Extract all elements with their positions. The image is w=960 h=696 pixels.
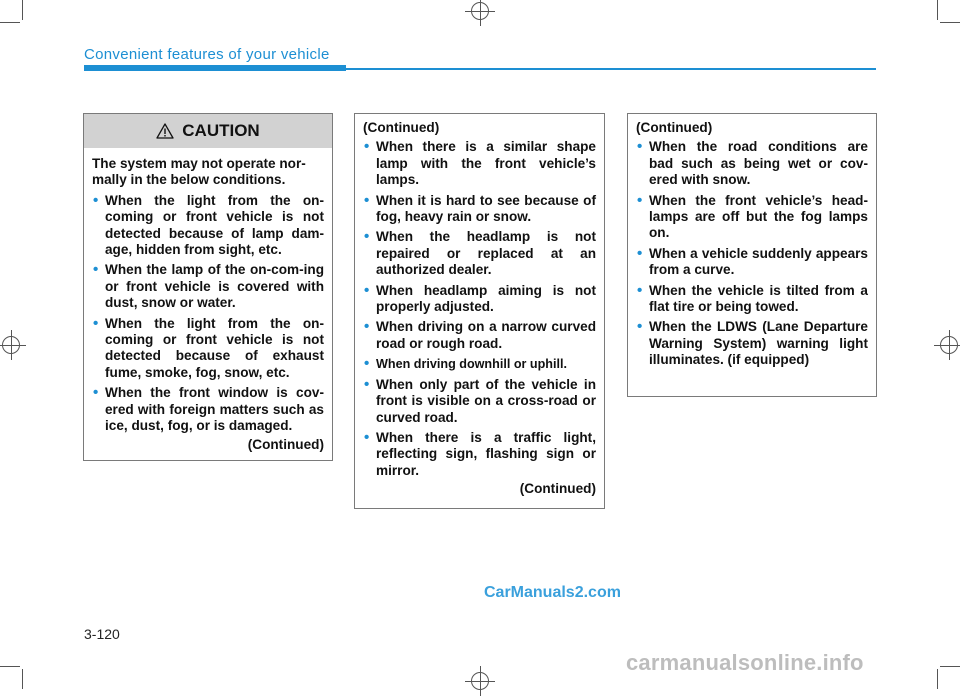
registration-mark-icon bbox=[2, 336, 20, 354]
caution-intro: The system may not operate nor-mally in the below conditions. bbox=[92, 156, 306, 188]
bullet-dot-icon: • bbox=[637, 281, 643, 299]
header-rule-thick bbox=[84, 65, 346, 71]
middle-content bbox=[355, 114, 604, 498]
bullet-dot-icon: • bbox=[637, 138, 643, 156]
header-rule-thin bbox=[346, 68, 876, 70]
bullet-dot-icon: • bbox=[364, 355, 370, 373]
crop-mark bbox=[22, 0, 23, 20]
right-list bbox=[636, 139, 868, 368]
page-number: 3-120 bbox=[84, 626, 120, 642]
list-item: • When the headlamp is not repaired or replaced at an authorized dealer. bbox=[364, 228, 596, 278]
crop-mark bbox=[0, 22, 20, 23]
bullet-dot-icon: • bbox=[364, 428, 370, 446]
right-content bbox=[628, 114, 876, 369]
crop-mark bbox=[940, 666, 960, 667]
bullet-dot-icon: • bbox=[637, 244, 643, 262]
warning-triangle-icon bbox=[156, 123, 174, 139]
list-item: • When driving on a narrow curved road or rough road. bbox=[364, 318, 596, 351]
continued-label: (Continued) bbox=[636, 120, 713, 135]
section-title: Convenient features of your vehicle bbox=[84, 46, 330, 63]
continued-label: (Continued) bbox=[519, 481, 596, 497]
list-item: • When driving downhill or uphill. bbox=[364, 355, 567, 373]
bullet-dot-icon: • bbox=[364, 191, 370, 209]
list-item: • When the light from the on-coming or front vehicle is not detected because of lamp dam-age, hidden from sight, etc. bbox=[93, 191, 324, 258]
registration-mark-icon bbox=[940, 336, 958, 354]
caution-box bbox=[83, 113, 333, 461]
caution-list bbox=[92, 193, 324, 435]
registration-mark-icon bbox=[471, 672, 489, 690]
crop-mark bbox=[937, 669, 938, 689]
watermark-text: carmanualsonline.info bbox=[626, 650, 864, 675]
list-item: • When the front vehicle’s head-lamps are off but the fog lamps on. bbox=[637, 191, 868, 241]
crop-mark bbox=[937, 0, 938, 20]
continued-box-right bbox=[627, 113, 877, 397]
crop-mark bbox=[940, 22, 960, 23]
bullet-dot-icon: • bbox=[93, 314, 99, 332]
bullet-dot-icon: • bbox=[637, 318, 643, 336]
list-item: • When it is hard to see because of fog, heavy rain or snow. bbox=[364, 191, 596, 225]
bullet-dot-icon: • bbox=[364, 138, 370, 156]
registration-mark-icon bbox=[471, 2, 489, 20]
list-item: • When only part of the vehicle in front is visible on a cross-road or curved road. bbox=[364, 375, 596, 425]
list-item: • When there is a similar shape lamp with the front vehicle’s lamps. bbox=[364, 138, 596, 188]
crop-mark bbox=[22, 669, 23, 689]
bullet-dot-icon: • bbox=[364, 318, 370, 336]
bullet-dot-icon: • bbox=[93, 191, 99, 209]
list-item: • When the LDWS (Lane Departure Warning System) warning light illuminates. (if equipped) bbox=[637, 318, 868, 368]
continued-label: (Continued) bbox=[363, 120, 440, 135]
bullet-dot-icon: • bbox=[93, 384, 99, 402]
middle-list bbox=[363, 139, 596, 479]
caution-content bbox=[84, 148, 332, 453]
bullet-dot-icon: • bbox=[93, 261, 99, 279]
bullet-dot-icon: • bbox=[637, 191, 643, 209]
crop-mark bbox=[0, 666, 20, 667]
list-item: • When the front window is cov-ered with foreign matters such as ice, dust, fog, or is damaged. bbox=[93, 384, 324, 434]
list-item: • When the road conditions are bad such as being wet or cov-ered with snow. bbox=[637, 138, 868, 188]
caution-heading: CAUTION bbox=[182, 121, 260, 140]
bullet-dot-icon: • bbox=[364, 228, 370, 246]
continued-label: (Continued) bbox=[247, 436, 324, 452]
continued-box-middle bbox=[354, 113, 605, 509]
list-item: • When a vehicle suddenly appears from a curve. bbox=[637, 244, 868, 278]
list-item: • When the lamp of the on-com-ing or front vehicle is covered with dust, snow or water. bbox=[93, 261, 324, 311]
list-item: • When headlamp aiming is not properly adjusted. bbox=[364, 281, 596, 315]
list-item: • When the vehicle is tilted from a flat tire or being towed. bbox=[637, 281, 868, 315]
list-item: • When there is a traffic light, reflecting sign, flashing sign or mirror. bbox=[364, 428, 596, 478]
watermark-link[interactable]: CarManuals2.com bbox=[484, 584, 621, 601]
caution-header bbox=[84, 114, 332, 148]
bullet-dot-icon: • bbox=[364, 281, 370, 299]
list-item: • When the light from the on-coming or front vehicle is not detected because of exhaust fume, smoke, fog, snow, etc. bbox=[93, 314, 324, 380]
bullet-dot-icon: • bbox=[364, 375, 370, 393]
